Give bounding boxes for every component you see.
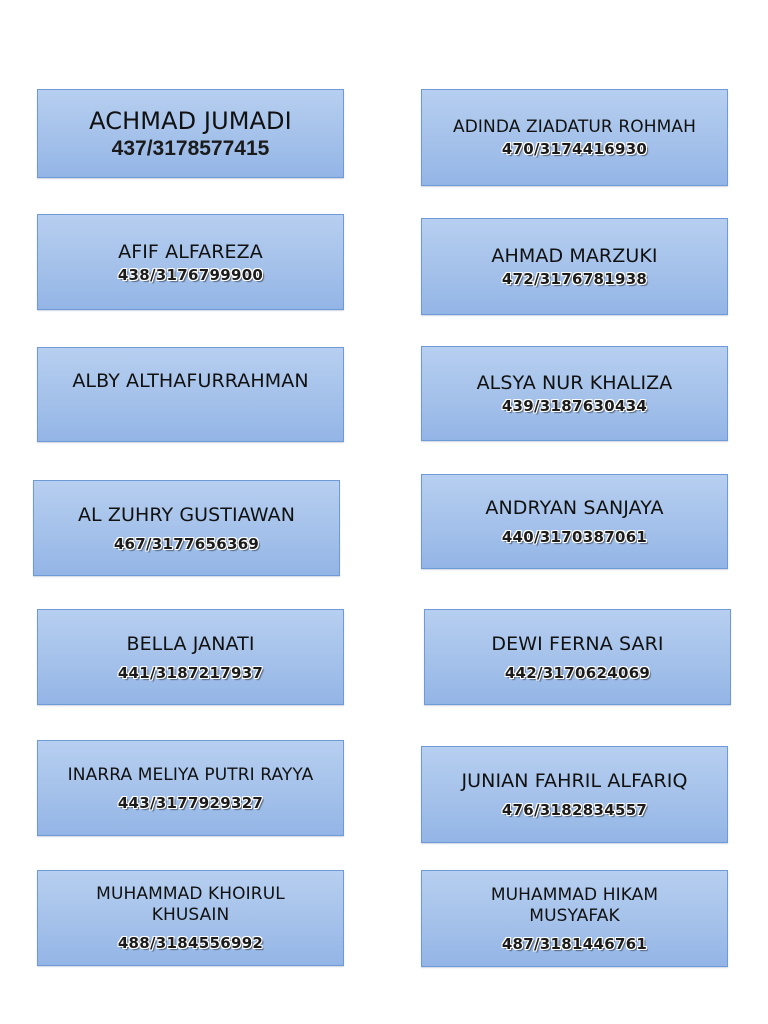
card-name: ALSYA NUR KHALIZA xyxy=(476,372,673,394)
name-card xyxy=(421,218,728,315)
card-number: 443/3177929327 xyxy=(117,793,264,812)
card-name: AL ZUHRY GUSTIAWAN xyxy=(77,503,296,526)
name-card xyxy=(37,89,344,178)
name-card xyxy=(421,474,728,569)
name-card xyxy=(37,609,344,705)
name-card xyxy=(424,609,731,705)
name-card xyxy=(37,214,344,310)
card-number: 439/3187630434 xyxy=(501,397,648,415)
card-number: 441/3187217937 xyxy=(117,663,264,682)
card-number: 472/3176781938 xyxy=(501,270,648,288)
card-name: INARRA MELIYA PUTRI RAYYA xyxy=(67,764,314,785)
name-card xyxy=(37,347,344,442)
name-card xyxy=(421,346,728,441)
name-card xyxy=(421,870,728,967)
name-card xyxy=(37,870,344,966)
card-number: 487/3181446761 xyxy=(501,934,648,953)
card-name: MUHAMMAD HIKAM MUSYAFAK xyxy=(490,884,659,926)
card-name: AFIF ALFAREZA xyxy=(118,240,263,263)
card-name: BELLA JANATI xyxy=(126,632,255,655)
name-card xyxy=(421,746,728,843)
card-number: 438/3176799900 xyxy=(117,265,264,284)
card-number: 488/3184556992 xyxy=(117,934,264,952)
name-card xyxy=(421,89,728,186)
name-card xyxy=(37,740,344,836)
card-name: DEWI FERNA SARI xyxy=(491,632,664,655)
card-name: ACHMAD JUMADI xyxy=(89,106,292,135)
card-number: 470/3174416930 xyxy=(501,140,648,158)
card-name: AHMAD MARZUKI xyxy=(491,245,658,267)
card-number: 437/3178577415 xyxy=(111,136,270,160)
card-name: MUHAMMAD KHOIRUL KHUSAIN xyxy=(96,884,285,925)
card-name: JUNIAN FAHRIL ALFARIQ xyxy=(461,770,688,792)
card-name: ADINDA ZIADATUR ROHMAH xyxy=(453,117,696,137)
card-name: ALBY ALTHAFURRAHMAN xyxy=(72,370,309,392)
card-number: 467/3177656369 xyxy=(113,534,260,553)
name-card xyxy=(33,480,340,576)
card-number: 442/3170624069 xyxy=(504,663,651,682)
card-number: 440/3170387061 xyxy=(501,528,648,546)
card-name: ANDRYAN SANJAYA xyxy=(485,497,664,519)
card-number: 476/3182834557 xyxy=(501,801,648,819)
